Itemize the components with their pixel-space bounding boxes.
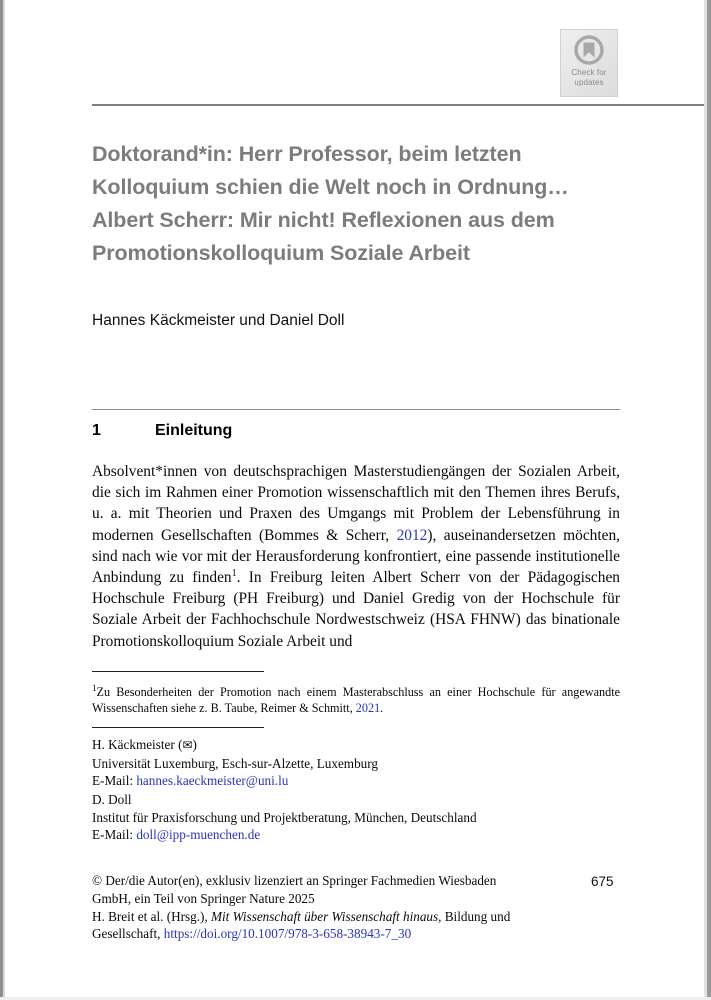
series-part-2: Gesellschaft, bbox=[92, 926, 164, 942]
page-number: 675 bbox=[591, 874, 614, 889]
page-edge-right-inner bbox=[704, 0, 707, 1000]
badge-line-1: Check for bbox=[571, 68, 607, 77]
badge-line-2: updates bbox=[574, 77, 604, 87]
affiliation-author-name-2: D. Doll bbox=[92, 792, 132, 807]
affiliation-author-name-1: H. Käckmeister bbox=[92, 737, 175, 752]
header-rule bbox=[92, 104, 704, 106]
footnote-text-after: . bbox=[380, 701, 384, 716]
paragraph-1 bbox=[92, 461, 620, 652]
citation-line bbox=[92, 908, 562, 926]
footnote-text-before: Zu Besonderheiten der Promotion nach einem Masterabschluss an einer Hochschule für angewandte Wissenschaften siehe z. B. Taube, Reimer & Schmitt, bbox=[92, 685, 620, 716]
affiliation-institution-2: Institut für Praxisforschung und Projektberatung, München, Deutschland bbox=[92, 809, 477, 825]
check-for-updates-icon bbox=[574, 35, 604, 65]
page-edge-right bbox=[707, 0, 711, 1000]
footnote-1 bbox=[92, 684, 620, 717]
section-number: 1 bbox=[92, 422, 101, 439]
envelope-icon: ✉ bbox=[182, 738, 193, 752]
copyright-block bbox=[92, 872, 562, 943]
footnote-reference-1[interactable]: 1 bbox=[231, 567, 237, 579]
body-part-2: ), auseinandersetzen möchten, sind nach wie vor mit der Herausforderung konfrontiert, eine passende institutionelle Anbindung zu finden bbox=[92, 526, 620, 587]
affiliation-institution-1: Universität Luxemburg, Esch-sur-Alzette, Luxemburg bbox=[92, 755, 379, 771]
email-link-1[interactable]: hannes.kaeckmeister@uni.lu bbox=[136, 773, 289, 789]
email-link-2[interactable]: doll@ipp-muenchen.de bbox=[136, 827, 261, 843]
affiliation-block-2 bbox=[92, 791, 620, 844]
citation-link-bommes-scherr[interactable]: 2012 bbox=[396, 526, 428, 544]
footnote-citation-link[interactable]: 2021 bbox=[355, 701, 381, 716]
affiliation-email-row-1 bbox=[92, 772, 620, 790]
copyright-line-1: © Der/die Autor(en), exklusiv lizenziert an Springer Fachmedien Wiesbaden bbox=[92, 873, 497, 888]
body-text bbox=[92, 461, 620, 652]
section-heading bbox=[92, 420, 232, 442]
copyright-line-2: GmbH, ein Teil von Springer Nature 2025 bbox=[92, 890, 315, 906]
page-edge-left-inner bbox=[3, 0, 5, 1000]
book-title: Mit Wissenschaft über Wissenschaft hinaus, bbox=[211, 908, 442, 924]
footnote-rule-bottom bbox=[92, 727, 264, 728]
footnote-marker: 1 bbox=[92, 682, 97, 693]
series-part-1: Bildung und bbox=[441, 908, 511, 924]
body-part-3: . In Freiburg leiten Albert Scherr von der Pädagogischen Hochschule Freiburg (PH Freiburg) und Daniel Gredig von der Hochschule für Soziale Arbeit der Fachhochschule Nordwestschweiz (HSA FHNW) das binationale Promotionskolloquium Soziale Arbeit und bbox=[92, 569, 620, 650]
affiliation-name-row-1: H. Käckmeister (✉) bbox=[92, 737, 197, 752]
affiliation-email-row-2 bbox=[92, 826, 620, 844]
check-for-updates-badge[interactable] bbox=[560, 29, 618, 97]
doi-line bbox=[92, 925, 562, 943]
page-title: Doktorand*in: Herr Professor, beim letzten Kolloquium schien die Welt noch in Ordnung… Albert Scherr: Mir nicht! Reflexionen aus dem Promotionskolloquium Soziale Arbeit bbox=[92, 142, 569, 266]
section-title: Einleitung bbox=[155, 422, 233, 439]
footnote-rule-top bbox=[92, 671, 264, 672]
email-label-2: E-Mail: bbox=[92, 827, 137, 843]
section-divider bbox=[92, 409, 620, 410]
doi-link[interactable]: https://doi.org/10.1007/978-3-658-38943-7_30 bbox=[163, 926, 412, 942]
body-part-1: Absolvent*innen von deutschsprachigen Masterstudiengängen der Sozialen Arbeit, die sich im Rahmen einer Promotion wissenschaftlich mit den Themen ihres Berufs, u. a. mit Theorien und Praxen des Umgangs mit Problem der Lebensführung in modernen Gesellschaften (Bommes & Scherr, bbox=[92, 463, 620, 544]
email-label-1: E-Mail: bbox=[92, 773, 137, 789]
affiliation-block-1 bbox=[92, 736, 620, 790]
editors: H. Breit et al. (Hrsg.), bbox=[92, 908, 212, 924]
check-for-updates-label bbox=[571, 68, 606, 87]
author-list: Hannes Käckmeister und Daniel Doll bbox=[92, 312, 345, 329]
